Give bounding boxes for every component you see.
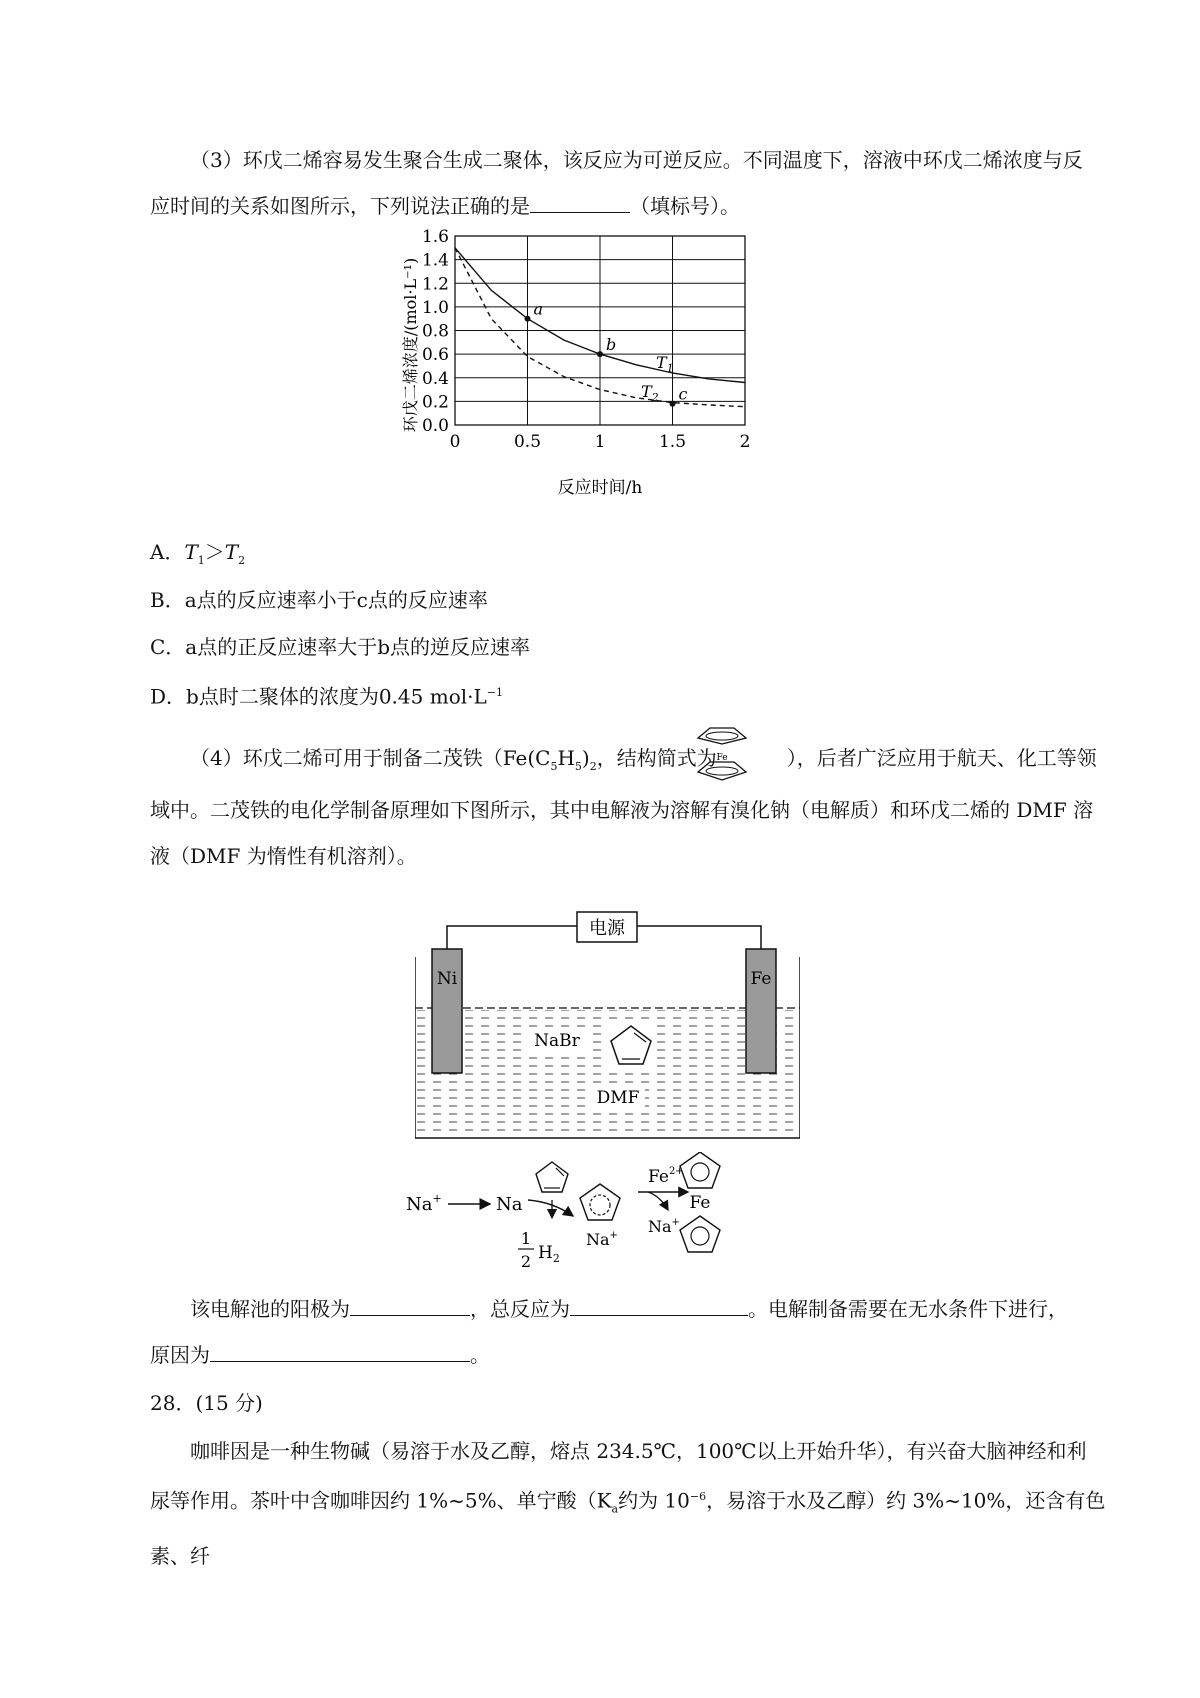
data-point-b xyxy=(597,351,603,357)
y-tick-label: 1.2 xyxy=(421,274,449,295)
y-tick-label: 0.4 xyxy=(421,368,449,389)
dmf-label: DMF xyxy=(596,1088,640,1108)
h2-label: $H_2$ xyxy=(538,1243,560,1265)
q3-text: 环戊二烯容易发生聚合生成二聚体，该反应为可逆反应。不同温度下，溶液中环戊二烯浓度与反 xyxy=(242,148,1083,172)
x-tick-label: 1 xyxy=(594,432,606,452)
concentration-time-chart xyxy=(400,225,840,515)
ni-electrode-label: Ni xyxy=(436,969,458,989)
data-point-a xyxy=(525,316,531,322)
ferrocene-top-ring-icon xyxy=(680,1152,720,1188)
series-label-t1: $T_1$ xyxy=(656,353,674,375)
na-atom-label: Na xyxy=(496,1194,523,1215)
answer-blank-reason[interactable] xyxy=(210,1339,470,1362)
q3-line2-text: 应时间的关系如图所示，下列说法正确的是 xyxy=(150,194,530,218)
q3-prefix: （3） xyxy=(190,148,243,172)
ni-electrode xyxy=(432,949,462,1073)
ferrocene-structure-icon xyxy=(690,722,754,788)
na-ion-label-2: Na+ xyxy=(586,1230,618,1249)
data-point-label-a: a xyxy=(533,299,544,319)
y-tick-label: 0.2 xyxy=(421,392,449,413)
y-tick-label: 1.6 xyxy=(421,227,449,247)
q3-line1 xyxy=(150,137,1110,183)
x-tick-label: 0 xyxy=(449,432,461,452)
option-d: D．b点时二聚体的浓度为0.45 $mol\cdot L^{-1}$ xyxy=(150,684,503,709)
y-tick-label: 0.0 xyxy=(421,416,449,436)
x-tick-label: 0.5 xyxy=(513,432,542,452)
y-tick-label: 1.0 xyxy=(421,297,449,318)
q3-line2 xyxy=(150,183,1110,229)
half-numerator: 1 xyxy=(520,1229,532,1248)
power-source-label: 电源 xyxy=(589,918,625,939)
q4-answer-line1: 该电解池的阳极为 ，总反应为 。电解制备需要在无水条件下进行， xyxy=(150,1286,1110,1332)
data-point-label-c: c xyxy=(678,384,688,404)
q28-line1: 咖啡因是一种生物碱（易溶于水及乙醇，熔点 234.5℃，100℃以上开始升华），有兴奋大脑神经和利 xyxy=(190,1439,1087,1463)
ferrocene-fe-label: Fe xyxy=(716,753,728,763)
q4-line2: 域中。二茂铁的电化学制备原理如下图所示，其中电解液为溶解有溴化钠（电解质）和环戊二烯的 DMF 溶 xyxy=(150,798,1094,822)
fe-electrode-label: Fe xyxy=(750,969,772,989)
answer-blank-anode[interactable] xyxy=(350,1293,470,1316)
x-tick-label: 2 xyxy=(739,432,751,452)
q28-line2: 尿等作用。茶叶中含咖啡因约 1%~5%、单宁酸（$K_a$约为 $10^{-6}$，易溶于水及乙醇）约 3%~10%，还含有色素、纤 xyxy=(150,1488,1106,1568)
nabr-label: NaBr xyxy=(534,1031,580,1051)
ferrocene-bottom-ring-icon xyxy=(680,1216,720,1252)
y-tick-label: 0.6 xyxy=(421,345,449,366)
chart-ticks xyxy=(422,227,750,452)
reaction-mechanism xyxy=(398,1152,798,1277)
q4-line3: 液（DMF 为惰性有机溶剂）。 xyxy=(150,844,417,868)
option-b: B．a点的反应速率小于c点的反应速率 xyxy=(150,588,488,612)
chart-ylabel: 环戊二烯浓度/(mol·L⁻¹) xyxy=(401,257,420,433)
y-tick-label: 1.4 xyxy=(421,250,449,271)
fe-electrode xyxy=(746,949,776,1073)
q28-title: 28．(15 分) xyxy=(150,1391,263,1415)
y-tick-label: 0.8 xyxy=(421,321,449,342)
data-point-c xyxy=(670,401,676,407)
option-a: A．$T_1>T_2$ xyxy=(150,540,246,567)
electrolytic-cell-diagram xyxy=(415,902,800,1142)
answer-blank-q3[interactable] xyxy=(530,190,630,213)
fe2-label: $Fe^{2+}$ xyxy=(648,1166,684,1187)
q4-answer-line2: 原因为 。 xyxy=(150,1332,1110,1378)
na-ion-label-3: Na+ xyxy=(648,1217,680,1236)
q3-line2-tail: （填标号）。 xyxy=(630,194,740,218)
chart-grid xyxy=(455,236,745,425)
series-label-t2: $T_2$ xyxy=(641,382,659,404)
half-denominator: 2 xyxy=(520,1252,532,1271)
ferrocene-fe-text: Fe xyxy=(689,1193,711,1213)
q4-line1: （4）环戊二烯可用于制备二茂铁（$Fe(C_5H_5)_2$，结构简式为 ），后者广泛应用于航天、化工等领 xyxy=(190,746,1097,773)
data-point-label-b: b xyxy=(606,335,617,355)
chart-xlabel: 反应时间/h xyxy=(557,478,643,498)
x-tick-label: 1.5 xyxy=(658,432,687,452)
option-c: C．a点的正反应速率大于b点的逆反应速率 xyxy=(150,635,531,659)
answer-blank-total-reaction[interactable] xyxy=(570,1293,748,1316)
na-ion-label: Na+ xyxy=(406,1192,442,1215)
